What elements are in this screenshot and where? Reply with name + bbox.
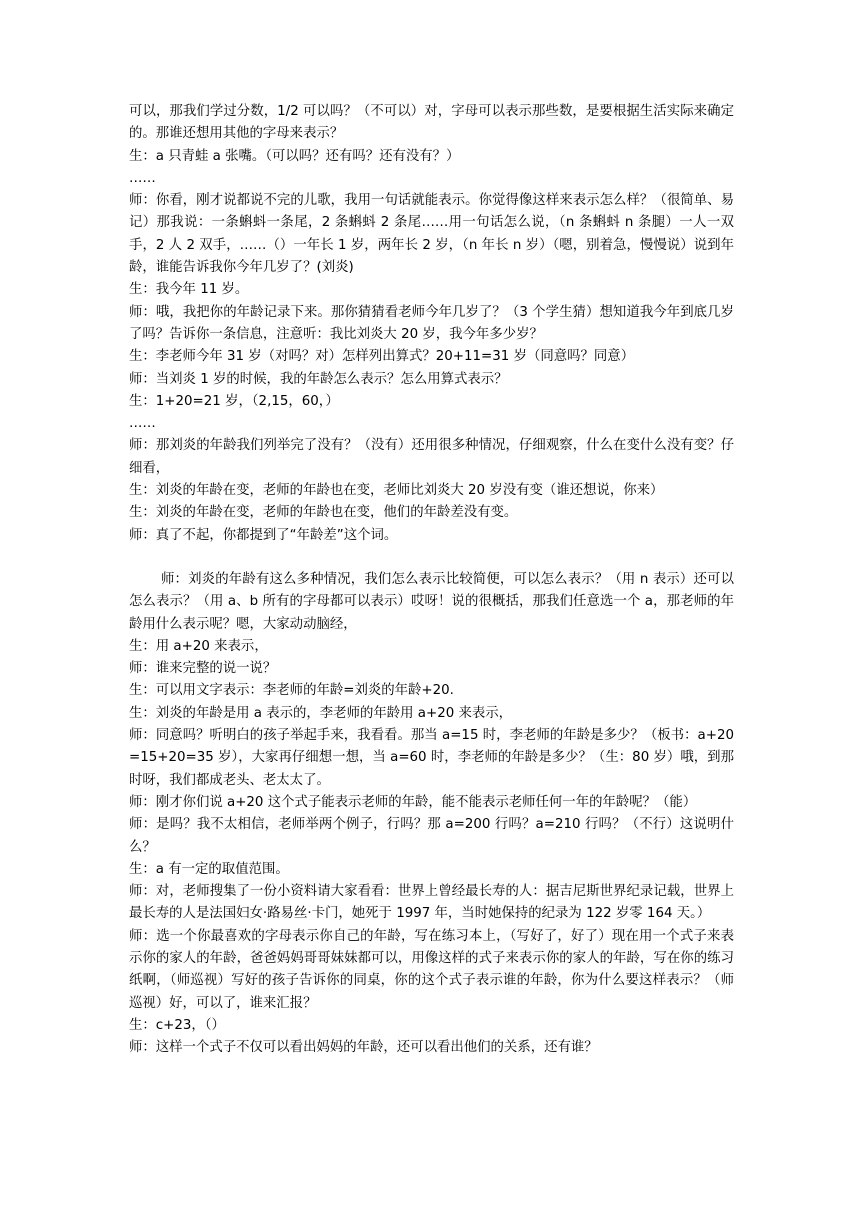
paragraph: 师：真了不起，你都提到了“年龄差”这个词。 xyxy=(129,527,398,543)
paragraph: 生：a 有一定的取值范围。 xyxy=(129,861,289,877)
paragraph: …… xyxy=(129,416,156,432)
paragraph: 生：c+23，（） xyxy=(129,1017,225,1033)
paragraph: 生：可以用文字表示：李老师的年龄=刘炎的年龄+20. xyxy=(129,683,454,699)
paragraph: 师：这样一个式子不仅可以看出妈妈的年龄，还可以看出他们的关系，还有谁？ xyxy=(129,1040,598,1056)
paragraph: 生：刘炎的年龄是用 a 表示的，李老师的年龄用 a+20 来表示， xyxy=(129,705,513,721)
paragraph: 生：1+20=21 岁，（2,15，60，） xyxy=(129,393,339,409)
paragraph: 师：刘炎的年龄有这么多种情况，我们怎么表示比较简便，可以怎么表示？（用 n 表示）还可以怎么表示？（用 a、b 所有的字母都可以表示）哎呀！说的很概括，那我们任意选一个 a，那老师的年龄用什么表示呢？嗯，大家动动脑经， xyxy=(129,571,734,632)
paragraph: 生：用 a+20 来表示， xyxy=(129,638,268,654)
paragraph: 师：谁来完整的说一说？ xyxy=(129,661,277,677)
paragraph: 师：那刘炎的年龄我们列举完了没有？（没有）还用很多种情况，仔细观察，什么在变什么没有变？仔细看， xyxy=(129,438,734,476)
paragraph: 师：刚才你们说 a+20 这个式子能表示老师的年龄，能不能表示老师任何一年的年龄呢？（能） xyxy=(129,794,697,810)
paragraph: 生：刘炎的年龄在变，老师的年龄也在变，他们的年龄差没有变。 xyxy=(129,505,518,521)
paragraph: 师：是吗？我不太相信，老师举两个例子，行吗？那 a=200 行吗？a=210 行吗？（不行）这说明什么？ xyxy=(129,817,734,855)
paragraph: 师：同意吗？听明白的孩子举起手来，我看看。那当 a=15 时，李老师的年龄是多少？（板书：a+20=15+20=35 岁），大家再仔细想一想，当 a=60 时，李老师的年龄是多少？（生：80 岁）哦，到那时呀，我们都成老头、老太太了。 xyxy=(129,728,734,788)
paragraph: 可以，那我们学过分数，1/2 可以吗？（不可以）对，字母可以表示那些数，是要根据生活实际来确定的。那谁还想用其他的字母来表示？ xyxy=(129,104,734,142)
document-page xyxy=(129,101,734,1059)
paragraph: 师：哦，我把你的年龄记录下来。那你猜猜看老师今年几岁了？（3 个学生猜）想知道我今年到底几岁了吗？告诉你一条信息，注意听：我比刘炎大 20 岁，我今年多少岁？ xyxy=(129,304,734,342)
paragraph: …… xyxy=(129,170,156,186)
paragraph: 生：a 只青蛙 a 张嘴。（可以吗？还有吗？还有没有？） xyxy=(129,148,460,164)
paragraph: 生：我今年 11 岁。 xyxy=(129,282,249,298)
paragraph: 师：当刘炎 1 岁的时候，我的年龄怎么表示？怎么用算式表示？ xyxy=(129,371,508,387)
paragraph: 生：李老师今年 31 岁（对吗？对）怎样列出算式？20+11=31 岁（同意吗？同意） xyxy=(129,349,635,365)
paragraph: 师：选一个你最喜欢的字母表示你自己的年龄，写在练习本上，（写好了，好了）现在用一个式子来表示你的家人的年龄，爸爸妈妈哥哥妹妹都可以，用像这样的式子来表示你的家人的年龄，写在你的练习纸啊，（师巡视）写好的孩子告诉你的同桌，你的这个式子表示谁的年龄，你为什么要这样表示？（师巡视）好，可以了，谁来汇报？ xyxy=(129,928,734,1011)
paragraph: 师：对，老师搜集了一份小资料请大家看看：世界上曾经最长寿的人：据吉尼斯世界纪录记载，世界上最长寿的人是法国妇女·路易丝·卡门，她死于 1997 年，当时她保持的纪录为 122 岁零 164 天。） xyxy=(129,884,734,922)
paragraph: 生：刘炎的年龄在变，老师的年龄也在变，老师比刘炎大 20 岁没有变（谁还想说，你来） xyxy=(129,483,664,499)
paragraph: 师：你看，刚才说都说不完的儿歌，我用一句话就能表示。你觉得像这样来表示怎么样？（很简单、易记）那我说：一条蝌蚪一条尾，2 条蝌蚪 2 条尾……用一句话怎么说，（n 条蝌蚪 n 条腿）一人一双手，2 人 2 双手，……（）一年长 1 岁，两年长 2 岁，（n 年长 n 岁）（嗯，别着急，慢慢说）说到年龄，谁能告诉我你今年几岁了？(刘炎) xyxy=(129,193,734,276)
